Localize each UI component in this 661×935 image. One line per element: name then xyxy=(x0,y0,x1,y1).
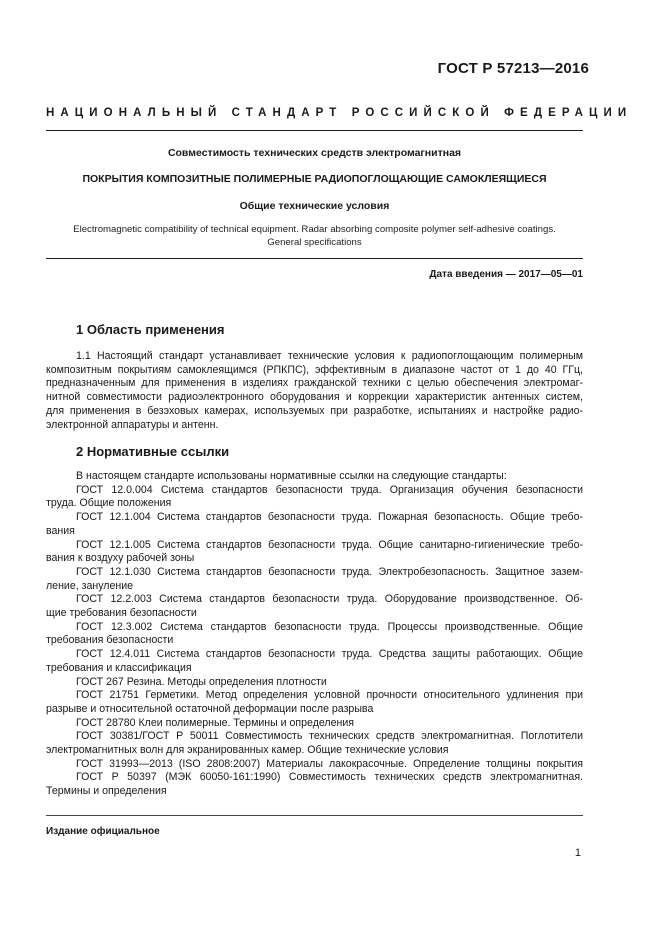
reference-line: ГОСТ 31993—2013 (ISO 2808:2007) Материалы лакокрасочные. Определение толщины покрытия xyxy=(76,757,583,770)
reference-line: щие требования безопасности xyxy=(46,607,197,620)
reference-line: труда. Общие положения xyxy=(46,497,172,510)
national-standard-banner: НАЦИОНАЛЬНЫЙ СТАНДАРТ РОССИЙСКОЙ ФЕДЕРАЦИИ xyxy=(46,107,633,119)
header-divider xyxy=(46,130,583,131)
section-1-body xyxy=(46,350,583,432)
reference-line: электромагнитных волн для экранированных камер. Общие технические условия xyxy=(46,744,449,757)
title-divider xyxy=(46,258,583,259)
reference-line: ГОСТ 12.1.005 Система стандартов безопасности труда. Общие санитарно-гигиенические требо- xyxy=(76,538,583,551)
section-2-heading: 2 Нормативные ссылки xyxy=(76,444,230,459)
reference-line: ГОСТ 30381/ГОСТ Р 50011 Совместимость технических средств электромагнитная. Поглотители xyxy=(76,730,583,743)
reference-line: ление, зануление xyxy=(46,579,134,592)
section-1-line: для применения в безэховых камерах, используемых при разработке, испытаниях и настройке радио- xyxy=(46,404,583,417)
section-1-line: предназначенным для применения в изделиях гражданской техники с целью обеспечения электромаг- xyxy=(46,377,583,390)
title-line-3: Общие технические условия xyxy=(239,200,390,212)
reference-line: вания к воздуху рабочей зоны xyxy=(46,552,195,565)
reference-line: ГОСТ 12.3.002 Система стандартов безопасности труда. Процессы производственные. Общие xyxy=(76,620,583,633)
reference-line: требования и классификация xyxy=(46,661,192,674)
english-title xyxy=(46,224,583,249)
page-number: 1 xyxy=(574,847,581,859)
document-number: ГОСТ Р 57213—2016 xyxy=(437,60,589,77)
edition-label: Издание официальное xyxy=(46,826,160,837)
reference-line: ГОСТ 12.2.003 Система стандартов безопасности труда. Оборудование производственное. Об- xyxy=(76,593,583,606)
section-1-heading: 1 Область применения xyxy=(76,322,225,337)
reference-line: ГОСТ 21751 Герметики. Метод определения условной прочности относительного удлинения при xyxy=(76,689,583,702)
reference-line: ГОСТ 12.1.030 Система стандартов безопасности труда. Электробезопасность. Защитное зазем- xyxy=(76,565,583,578)
footer-divider xyxy=(46,815,583,816)
reference-line: ГОСТ 12.4.011 Система стандартов безопасности труда. Средства защиты работающих. Общие xyxy=(76,648,583,661)
section-1-line: нитной совместимости радиоэлектронного оборудования и коррекции характеристик антенных систем, xyxy=(46,391,583,404)
reference-line: ГОСТ 267 Резина. Методы определения плотности xyxy=(76,675,327,688)
section-2-intro: В настоящем стандарте использованы нормативные ссылки на следующие стандарты: xyxy=(76,470,507,482)
section-1-line: 1.1 Настоящий стандарт устанавливает технические условия к радиопоглощающим полимерным xyxy=(76,350,583,362)
reference-line: вания xyxy=(46,524,75,537)
reference-line: Термины и определения xyxy=(46,785,167,798)
reference-line: ГОСТ Р 50397 (МЭК 60050-161:1990) Совместимость технических средств электромагнитная. xyxy=(76,771,583,784)
reference-line: ГОСТ 28780 Клеи полимерные. Термины и определения xyxy=(76,716,355,729)
date-of-introduction: Дата введения — 2017—05—01 xyxy=(429,269,583,280)
section-1-line: электронной аппаратуры и антенн. xyxy=(46,418,219,431)
section-1-line: композитным покрытиям самоклеящимся (РПКПС), эффективным в диапазоне частот от 1 до 40 ГГц, xyxy=(46,363,583,376)
reference-line: разрыве и относительной остаточной деформации после разрыва xyxy=(46,702,374,715)
reference-line: ГОСТ 12.0.004 Система стандартов безопасности труда. Организация обучения безопасности xyxy=(76,483,583,496)
english-title-line-2: General specifications xyxy=(267,236,362,248)
reference-line: требования безопасности xyxy=(46,634,174,647)
title-line-2: ПОКРЫТИЯ КОМПОЗИТНЫЕ ПОЛИМЕРНЫЕ РАДИОПОГЛОЩАЮЩИЕ САМОКЛЕЯЩИЕСЯ xyxy=(82,173,547,185)
section-2-body xyxy=(46,470,583,799)
english-title-line-1: Electromagnetic compatibility of technical equipment. Radar absorbing composite polymer self-adhesive coatings. xyxy=(73,224,556,235)
title-line-1: Совместимость технических средств электромагнитная xyxy=(167,147,462,159)
reference-line: ГОСТ 12.1.004 Система стандартов безопасности труда. Пожарная безопасность. Общие требо- xyxy=(76,511,583,524)
